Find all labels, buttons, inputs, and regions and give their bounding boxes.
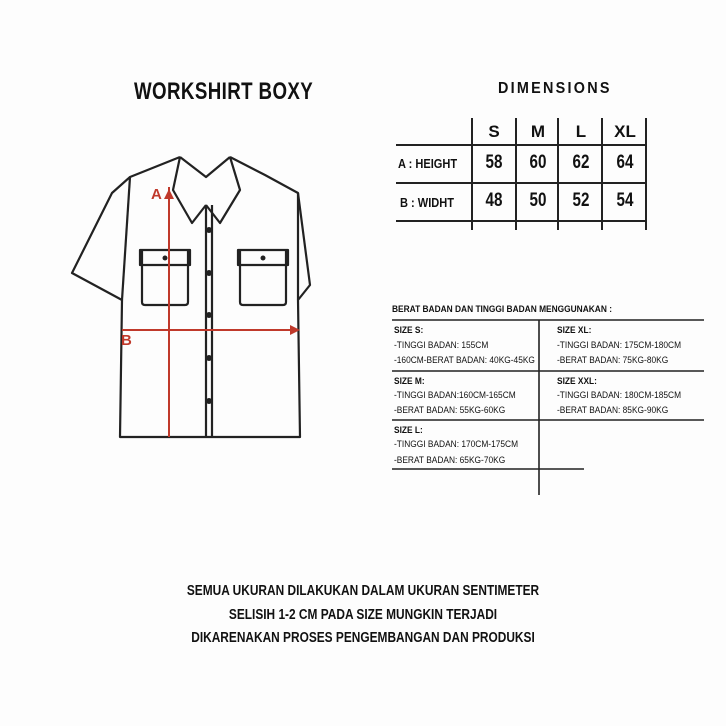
label-a: A — [151, 186, 162, 203]
footer-line-1: SEMUA UKURAN DILAKUKAN DALAM UKURAN SENTIMETER — [186, 583, 540, 599]
footer-line-3: DIKARENAKAN PROSES PENGEMBANGAN DAN PRODUKSI — [191, 630, 535, 646]
size-header-l: L — [575, 122, 587, 141]
row-label-height: A : HEIGHT — [398, 156, 458, 171]
size-l-line2: -BERAT BADAN: 65KG-70KG — [394, 455, 506, 466]
height-l: 62 — [572, 152, 590, 173]
label-b: B — [121, 332, 132, 349]
size-header-xl: XL — [614, 122, 636, 141]
size-header-m: M — [530, 122, 546, 141]
page-title: WORKSHIRT BOXY — [134, 78, 314, 105]
size-m-line1: -TINGGI BADAN:160CM-165CM — [394, 390, 516, 401]
size-header-s: S — [488, 122, 500, 141]
size-xxl-line2: -BERAT BADAN: 85KG-90KG — [557, 405, 669, 416]
size-s-line1: -TINGGI BADAN: 155CM — [394, 340, 489, 351]
footer-line-2: SELISIH 1-2 CM PADA SIZE MUNGKIN TERJADI — [228, 607, 498, 623]
width-s: 48 — [485, 190, 503, 211]
size-s-line2: -160CM-BERAT BADAN: 40KG-45KG — [394, 355, 535, 366]
height-s: 58 — [485, 152, 503, 173]
size-s-title: SIZE S: — [394, 325, 424, 336]
size-xxl-title: SIZE XXL: — [557, 376, 597, 387]
shirt-diagram — [60, 145, 320, 445]
width-l: 52 — [572, 190, 590, 211]
size-m-line2: -BERAT BADAN: 55KG-60KG — [394, 405, 506, 416]
size-m-title: SIZE M: — [394, 376, 425, 387]
dimensions-title: DIMENSIONS — [498, 80, 612, 97]
size-l-title: SIZE L: — [394, 425, 423, 436]
size-l-line1: -TINGGI BADAN: 170CM-175CM — [394, 439, 519, 450]
size-xl-line2: -BERAT BADAN: 75KG-80KG — [557, 355, 669, 366]
width-m: 50 — [529, 190, 547, 211]
guide-heading: BERAT BADAN DAN TINGGI BADAN MENGGUNAKAN : — [392, 304, 612, 315]
width-xl: 54 — [616, 190, 634, 211]
row-label-width: B : WIDHT — [400, 195, 455, 210]
height-xl: 64 — [616, 152, 634, 173]
size-xxl-line1: -TINGGI BADAN: 180CM-185CM — [557, 390, 682, 401]
size-xl-title: SIZE XL: — [557, 325, 592, 336]
height-m: 60 — [529, 152, 547, 173]
size-xl-line1: -TINGGI BADAN: 175CM-180CM — [557, 340, 682, 351]
